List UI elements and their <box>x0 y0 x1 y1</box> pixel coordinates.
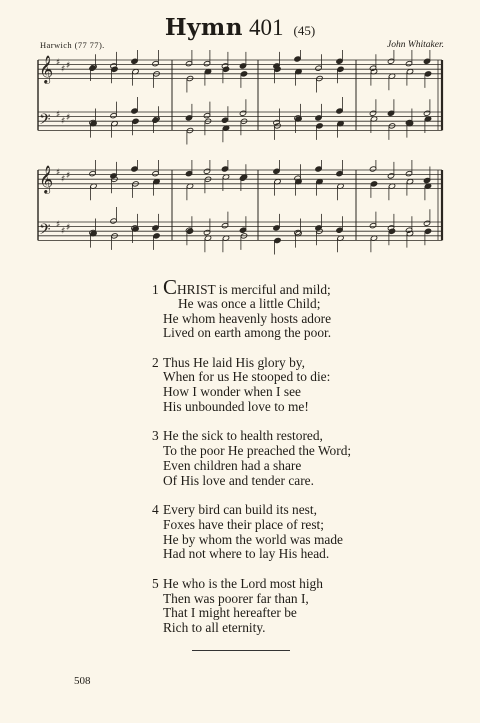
verse-line: HRIST is merciful and mild; <box>177 282 331 297</box>
note-head <box>424 228 431 234</box>
sharp-icon: ♯ <box>56 168 61 178</box>
note-head <box>186 228 193 234</box>
verse-line: He the sick to health restored, <box>163 428 323 444</box>
verse-line: Lived on earth among the poor. <box>163 325 332 341</box>
bass-clef-icon: 𝄢 <box>39 111 51 132</box>
treble-clef-icon: 𝄞 <box>39 165 54 193</box>
verse-line: Foxes have their place of rest; <box>163 516 325 532</box>
verse-line: Had not where to lay His head. <box>163 546 330 562</box>
sharp-icon: ♯ <box>66 113 71 123</box>
verse-line: Thus He laid His glory by, <box>163 354 305 370</box>
hymn-title-word: Hymn <box>164 14 243 41</box>
note-head <box>370 181 377 187</box>
verse-1 <box>152 275 351 341</box>
note-head <box>132 118 139 124</box>
note-head <box>274 237 281 243</box>
verse-5 <box>152 577 351 636</box>
sharp-icon: ♯ <box>61 226 66 237</box>
music-system-1 <box>34 50 446 146</box>
music-system-2 <box>34 160 446 256</box>
bass-clef-icon: 𝄢 <box>39 221 51 242</box>
note-head <box>240 71 247 77</box>
sharp-icon: ♯ <box>66 61 71 71</box>
verse-number: 3 <box>152 428 159 444</box>
verse-line: He whom heavenly hosts adore <box>163 310 332 326</box>
verse-number: 2 <box>152 354 159 370</box>
sharp-icon: ♯ <box>61 64 66 75</box>
verse-4 <box>152 503 351 562</box>
verse-line: Of His love and tender care. <box>163 472 314 488</box>
treble-clef-icon: 𝄞 <box>39 55 54 83</box>
hymn-text <box>152 275 352 650</box>
sharp-icon: ♯ <box>66 171 71 181</box>
verse-number: 4 <box>152 502 159 518</box>
note-head <box>111 66 118 72</box>
page-number: 508 <box>74 675 91 687</box>
sharp-icon: ♯ <box>61 116 66 127</box>
note-head <box>388 228 395 234</box>
verse-line: Then was poorer far than I, <box>163 590 309 606</box>
sharp-icon: ♯ <box>66 223 71 233</box>
verse-3 <box>152 429 351 488</box>
sharp-icon: ♯ <box>56 110 61 120</box>
end-rule <box>192 650 290 651</box>
verse-line: His unbounded love to me! <box>163 399 309 415</box>
tune-name: Harwich (77 77). <box>40 40 105 50</box>
verse-line: That I might hereafter be <box>163 605 297 621</box>
verse-number: 1 <box>152 282 159 297</box>
verse-line: Every bird can build its nest, <box>163 502 317 518</box>
sharp-icon: ♯ <box>56 220 61 230</box>
verse-line: Even children had a share <box>163 457 302 473</box>
verse-2 <box>152 356 351 415</box>
verse-line: Rich to all eternity. <box>163 620 266 636</box>
sharp-icon: ♯ <box>61 174 66 185</box>
drop-initial: C <box>163 275 178 299</box>
composer-name: John Whitaker. <box>387 40 444 50</box>
hymn-heading <box>0 14 480 41</box>
note-head <box>337 66 344 72</box>
verse-number: 5 <box>152 575 159 591</box>
note-head <box>424 71 431 77</box>
note-head <box>222 66 229 72</box>
verse-line: When for us He stooped to die: <box>163 369 331 385</box>
sharp-icon: ♯ <box>56 58 61 68</box>
note-head <box>316 123 323 129</box>
hymn-number: 401 <box>248 15 284 40</box>
verse-line: He was once a little Child; <box>178 295 321 311</box>
verse-line: To the poor He preached the Word; <box>163 443 352 459</box>
verse-line: How I wonder when I see <box>163 384 301 400</box>
verse-line: He who is the Lord most high <box>163 575 323 591</box>
hymn-old-number: (45) <box>293 23 316 38</box>
verse-line: He by whom the world was made <box>163 531 343 547</box>
note-head <box>153 233 160 239</box>
